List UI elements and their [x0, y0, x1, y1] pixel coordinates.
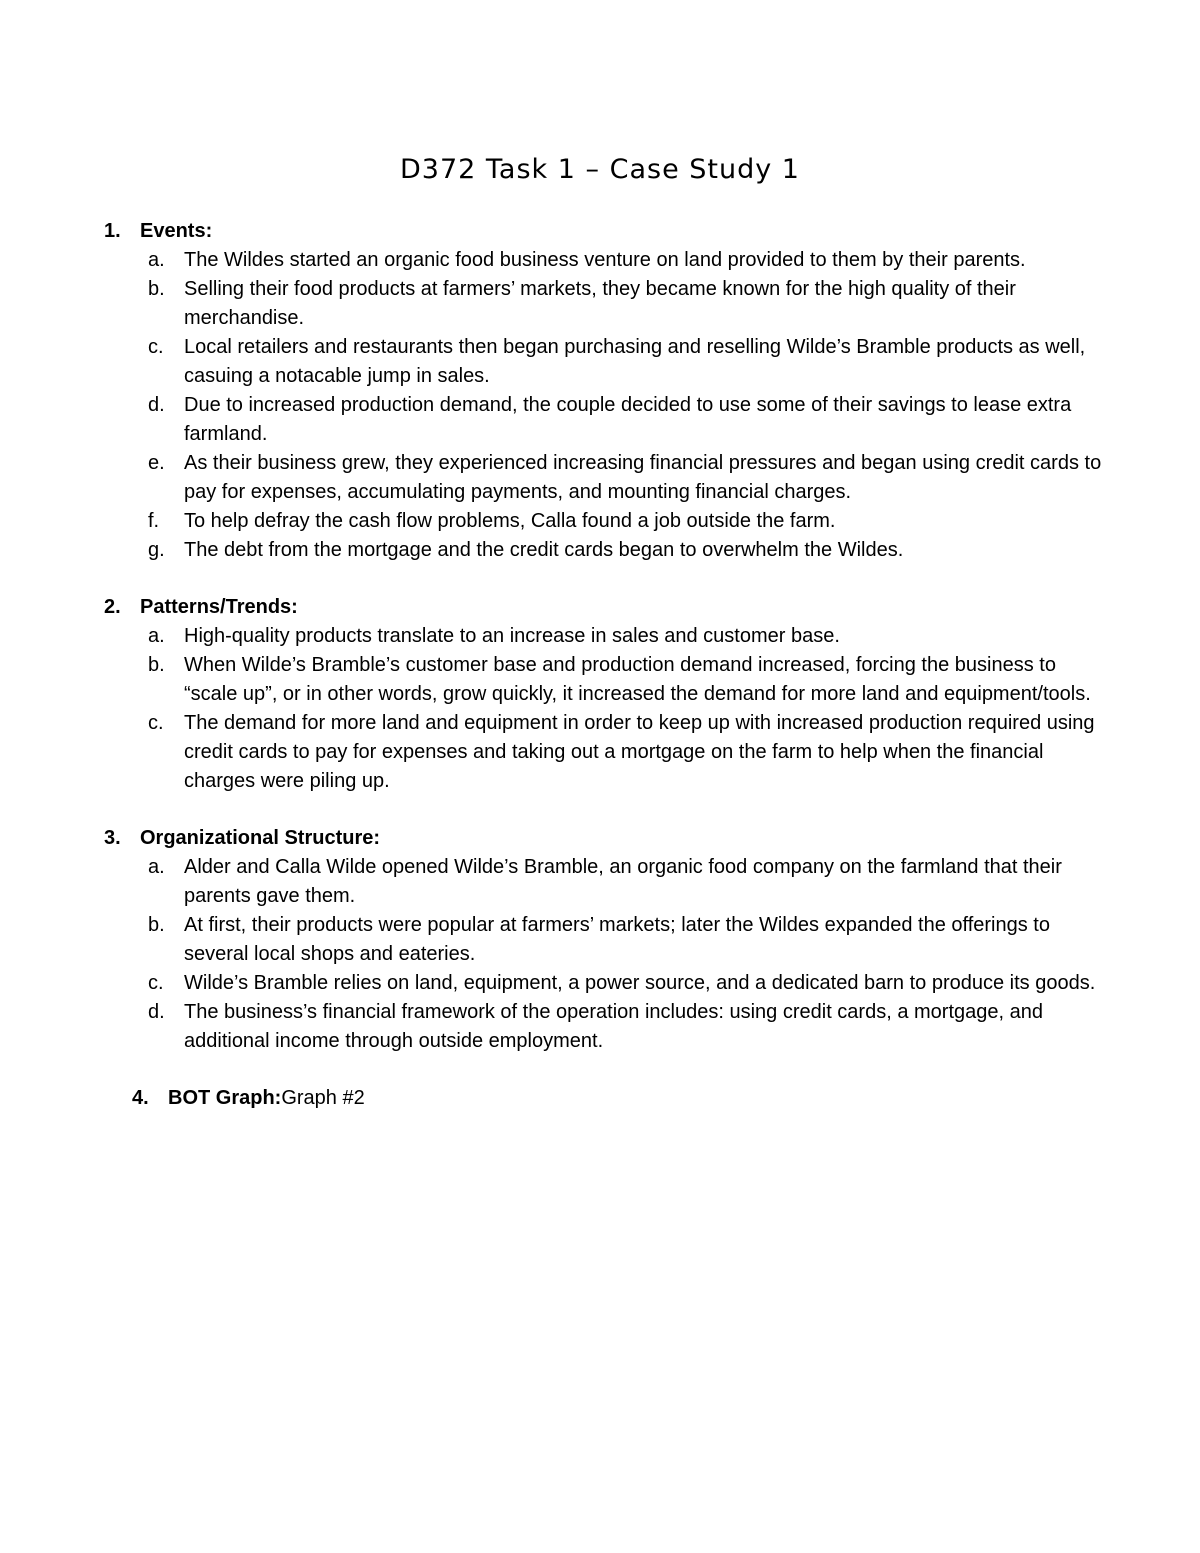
item-text: The Wildes started an organic food business venture on land provided to them by their parents.: [184, 249, 1026, 271]
item-letter: c.: [148, 712, 164, 734]
item-letter: b.: [148, 914, 165, 936]
list-item: [104, 622, 1114, 651]
document-body: [104, 217, 1114, 1113]
section-events: [104, 217, 1114, 565]
section-title: Patterns/Trends:: [140, 596, 298, 618]
bot-graph-value: [281, 1084, 364, 1113]
item-letter: a.: [148, 249, 165, 271]
list-item: [104, 275, 1114, 333]
section-organizational-structure: [104, 824, 1114, 1056]
section-title: Organizational Structure:: [140, 827, 381, 849]
item-letter: f.: [148, 510, 160, 532]
section-number: 2.: [104, 596, 121, 618]
item-text: Due to increased production demand, the couple decided to use some of their savings to lease extra farmland.: [184, 394, 1072, 445]
item-list: [104, 853, 1114, 1056]
item-letter: b.: [148, 278, 165, 300]
item-list: [104, 622, 1114, 796]
section-heading: [104, 593, 1114, 622]
item-text: Alder and Calla Wilde opened Wilde’s Bramble, an organic food company on the farmland that their parents gave them.: [184, 856, 1062, 907]
item-letter: b.: [148, 654, 165, 676]
list-item: [104, 536, 1114, 565]
item-list: [104, 246, 1114, 565]
list-item: [104, 449, 1114, 507]
item-text: Wilde’s Bramble relies on land, equipment, a power source, and a dedicated barn to produce its goods.: [184, 972, 1096, 994]
list-item: [104, 246, 1114, 275]
item-text: The business’s financial framework of the operation includes: using credit cards, a mortgage, and additional income through outside employment.: [184, 1001, 1043, 1052]
item-letter: e.: [148, 452, 165, 474]
item-letter: c.: [148, 972, 164, 994]
section-number: 1.: [104, 220, 121, 242]
section-heading: [104, 217, 1114, 246]
list-item: [104, 911, 1114, 969]
item-text: High-quality products translate to an increase in sales and customer base.: [184, 625, 840, 647]
item-letter: d.: [148, 1001, 165, 1023]
item-text: Local retailers and restaurants then began purchasing and reselling Wilde’s Bramble products as well, casuing a notacable jump in sales.: [184, 336, 1086, 387]
section-bot-graph: [132, 1084, 1114, 1113]
list-item: [104, 391, 1114, 449]
list-item: [104, 709, 1114, 796]
list-item: [104, 651, 1114, 709]
section-number: 3.: [104, 827, 121, 849]
item-letter: a.: [148, 856, 165, 878]
list-item: [104, 998, 1114, 1056]
section-heading: [104, 824, 1114, 853]
item-letter: a.: [148, 625, 165, 647]
item-text: At first, their products were popular at farmers’ markets; later the Wildes expanded the offerings to several local shops and eateries.: [184, 914, 1050, 965]
item-text: When Wilde’s Bramble’s customer base and production demand increased, forcing the business to “scale up”, or in other words, grow quickly, it increased the demand for more land and equipment/tools.: [184, 654, 1091, 705]
item-letter: c.: [148, 336, 164, 358]
item-text: The debt from the mortgage and the credit cards began to overwhelm the Wildes.: [184, 539, 904, 561]
list-item: [104, 969, 1114, 998]
item-letter: d.: [148, 394, 165, 416]
item-text: To help defray the cash flow problems, Calla found a job outside the farm.: [184, 510, 836, 532]
section-title: Events:: [140, 220, 213, 242]
document-title: D372 Task 1 – Case Study 1: [400, 154, 800, 185]
list-item: [104, 507, 1114, 536]
section-number: 4.: [132, 1087, 149, 1109]
item-text: As their business grew, they experienced increasing financial pressures and began using credit cards to pay for expenses, accumulating payments, and mounting financial charges.: [184, 452, 1102, 503]
bot-graph-value-text: Graph #2: [281, 1087, 365, 1109]
section-patterns-trends: [104, 593, 1114, 796]
bot-graph-label: BOT Graph:: [168, 1087, 282, 1109]
item-text: The demand for more land and equipment in order to keep up with increased production required using credit cards to pay for expenses and taking out a mortgage on the farm to help when the financial charges were piling up.: [184, 712, 1095, 792]
list-item: [104, 853, 1114, 911]
list-item: [104, 333, 1114, 391]
item-text: Selling their food products at farmers’ markets, they became known for the high quality of their merchandise.: [184, 278, 1016, 329]
item-letter: g.: [148, 539, 165, 561]
